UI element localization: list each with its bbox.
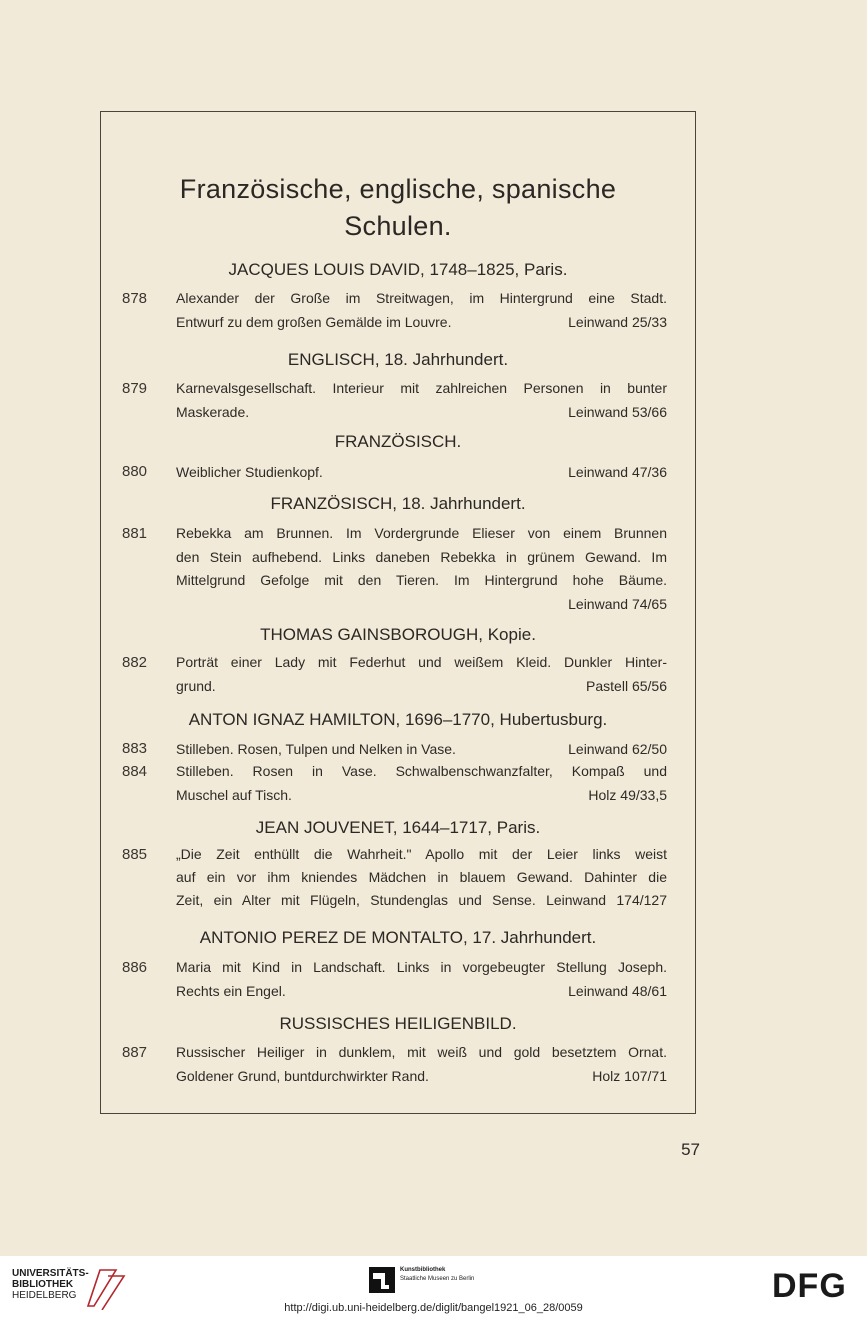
entry-description-883: Stilleben. Rosen, Tulpen und Nelken in Vase. — [176, 741, 456, 757]
entry-medium-886: Leinwand 48/61 — [568, 983, 667, 999]
kunstbibliothek-logo-icon — [369, 1267, 395, 1293]
section-heading-gainsborough: THOMAS GAINSBOROUGH, Kopie. — [260, 625, 536, 644]
kunstbibliothek-logo-text[interactable] — [400, 1266, 540, 1284]
library-name-line2: BIBLIOTHEK — [12, 1279, 74, 1290]
entry-text-878-line1: Alexander der Große im Streitwagen, im Hintergrund eine Stadt. — [176, 290, 667, 306]
entry-medium-878: Leinwand 25/33 — [568, 314, 667, 330]
entry-lastline-879 — [176, 402, 667, 422]
entry-description-882: grund. — [176, 678, 216, 694]
entry-text-882-line1: Porträt einer Lady mit Federhut und weißem Kleid. Dunkler Hinter- — [176, 654, 667, 670]
entry-medium-879: Leinwand 53/66 — [568, 404, 667, 420]
entry-medium-884: Holz 49/33,5 — [588, 787, 667, 803]
entry-lastline-887 — [176, 1066, 667, 1086]
entry-lastline-878 — [176, 312, 667, 332]
entry-number-887: 887 — [122, 1044, 148, 1061]
entry-number-879: 879 — [122, 380, 148, 397]
entry-number-886: 886 — [122, 959, 148, 976]
entry-text-881-line1: Rebekka am Brunnen. Im Vordergrunde Elieser von einem Brunnen — [176, 525, 667, 541]
entry-lastline-884 — [176, 785, 667, 805]
entry-text-885-line3: Zeit, ein Alter mit Flügeln, Stundenglas und Sense. Leinwand 174/127 — [176, 892, 667, 908]
section-heading-russisches: RUSSISCHES HEILIGENBILD. — [279, 1014, 517, 1033]
section-heading-montalto: ANTONIO PEREZ DE MONTALTO, 17. Jahrhundert. — [199, 928, 597, 947]
entry-number-881: 881 — [122, 525, 148, 542]
entry-lastline-886 — [176, 981, 667, 1001]
entry-description-887: Goldener Grund, buntdurchwirkter Rand. — [176, 1068, 429, 1084]
entry-medium-881: Leinwand 74/65 — [568, 596, 667, 612]
entry-text-885-line1: „Die Zeit enthüllt die Wahrheit." Apollo mit der Leier links weist — [176, 846, 667, 862]
kb-name: Kunstbibliothek — [400, 1267, 446, 1273]
library-name-line3: HEIDELBERG — [12, 1290, 77, 1301]
section-heading-hamilton: ANTON IGNAZ HAMILTON, 1696–1770, Hubertusburg. — [188, 710, 608, 729]
entry-medium-887: Holz 107/71 — [592, 1068, 667, 1084]
entry-number-878: 878 — [122, 290, 148, 307]
entry-text-884-line1: Stilleben. Rosen in Vase. Schwalbenschwanzfalter, Kompaß und — [176, 763, 667, 779]
entry-lastline-880 — [176, 462, 667, 482]
entry-text-881-line3: Mittelgrund Gefolge mit den Tieren. Im Hintergrund hohe Bäume. — [176, 572, 667, 588]
dfg-logo[interactable]: DFG — [772, 1267, 847, 1305]
entry-description-886: Rechts ein Engel. — [176, 983, 286, 999]
entry-number-880: 880 — [122, 463, 148, 480]
kb-subtitle: Staatliche Museen zu Berlin — [400, 1276, 475, 1282]
entry-medium-882: Pastell 65/56 — [586, 678, 667, 694]
section-heading-jouvenet: JEAN JOUVENET, 1644–1717, Paris. — [255, 818, 541, 837]
section-heading-david: JACQUES LOUIS DAVID, 1748–1825, Paris. — [228, 260, 568, 279]
entry-lastline-882 — [176, 676, 667, 696]
entry-text-881-line2: den Stein aufhebend. Links daneben Rebekka in grünem Gewand. Im — [176, 549, 667, 565]
page-number: 57 — [681, 1140, 700, 1159]
entry-medium-883: Leinwand 62/50 — [568, 741, 667, 757]
entry-description-878: Entwurf zu dem großen Gemälde im Louvre. — [176, 314, 452, 330]
entry-medium-880: Leinwand 47/36 — [568, 464, 667, 480]
entry-lastline-883 — [176, 739, 667, 759]
entry-number-885: 885 — [122, 846, 148, 863]
section-heading-franzoesisch-18jh: FRANZÖSISCH, 18. Jahrhundert. — [270, 494, 526, 513]
entry-text-879-line1: Karnevalsgesellschaft. Interieur mit zahlreichen Personen in bunter — [176, 380, 667, 396]
entry-description-879: Maskerade. — [176, 404, 250, 420]
entry-lastline-881 — [176, 594, 667, 614]
entry-text-885-line2: auf ein vor ihm kniendes Mädchen in blauem Gewand. Dahinter die — [176, 869, 667, 885]
catalog-title-line2: Schulen. — [344, 211, 452, 241]
source-url[interactable]: http://digi.ub.uni-heidelberg.de/diglit/bangel1921_06_28/0059 — [284, 1302, 583, 1314]
section-heading-englisch: ENGLISCH, 18. Jahrhundert. — [287, 350, 509, 369]
entry-text-887-line1: Russischer Heiliger in dunklem, mit weiß und gold besetztem Ornat. — [176, 1044, 667, 1060]
entry-description-884: Muschel auf Tisch. — [176, 787, 292, 803]
entry-number-883: 883 — [122, 740, 148, 757]
entry-description-880: Weiblicher Studienkopf. — [176, 464, 323, 480]
entry-number-884: 884 — [122, 763, 148, 780]
catalog-title-line1: Französische, englische, spanische — [179, 174, 617, 204]
library-name-line1: UNIVERSITÄTS- — [12, 1268, 89, 1279]
entry-number-882: 882 — [122, 654, 148, 671]
section-heading-franzoesisch: FRANZÖSISCH. — [334, 432, 462, 451]
entry-text-886-line1: Maria mit Kind in Landschaft. Links in vorgebeugter Stellung Joseph. — [176, 959, 667, 975]
